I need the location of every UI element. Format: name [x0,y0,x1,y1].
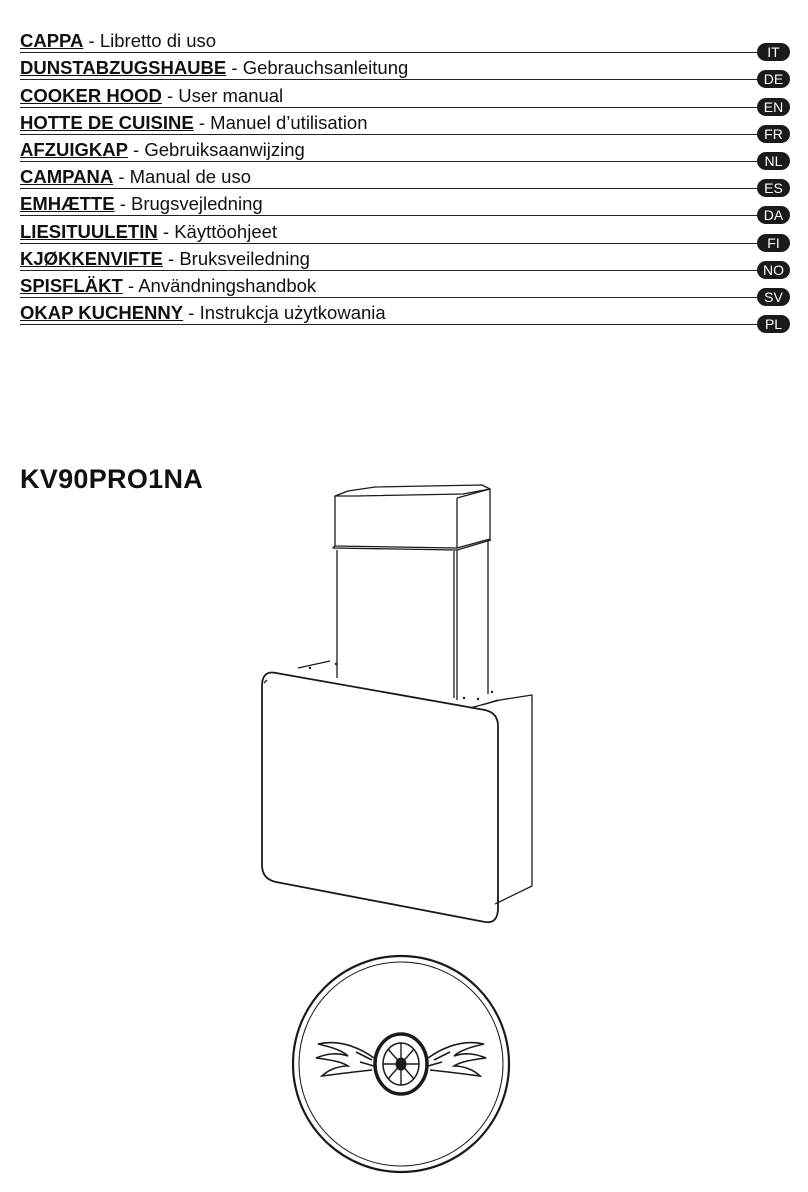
language-title: KJØKKENVIFTE [20,247,163,269]
language-title: AFZUIGKAP [20,138,128,160]
language-code-badge: NL [757,152,790,170]
hood-body [495,695,532,904]
language-subtitle: Brugsvejledning [131,193,263,215]
language-code-badge: DE [757,70,790,88]
language-title: OKAP KUCHENNY [20,302,184,324]
language-code-badge: FR [757,125,790,143]
language-subtitle: Bruksveiledning [179,247,310,269]
language-subtitle: Gebruiksaanwijzing [144,138,305,160]
chimney-upper-front [335,496,457,548]
language-list [20,26,790,333]
language-row-da [20,189,790,224]
bertazzoni-logo [276,948,526,1180]
language-title: EMHÆTTE [20,193,115,215]
language-subtitle: Libretto di uso [99,30,217,52]
separator: - [226,57,243,79]
language-entry [20,221,277,243]
model-number: KV90PRO1NA [20,464,204,494]
language-subtitle: Käyttöohjeet [174,220,278,242]
language-code-badge: SV [757,288,790,306]
chimney-top [335,485,490,496]
language-row-fr [20,108,790,142]
language-code-badge: NO [757,261,790,279]
language-title: DUNSTABZUGSHAUBE [20,57,227,79]
language-row-sv [20,271,790,305]
language-title: CAMPANA [20,166,114,188]
language-entry [20,166,251,188]
language-title: HOTTE DE CUISINE [20,111,194,133]
language-row-nl [20,135,790,169]
separator: - [162,247,180,269]
separator: - [193,111,211,133]
language-subtitle: Gebrauchsanleitung [242,57,409,79]
language-row-pl [20,298,790,333]
separator: - [122,274,139,296]
language-code-badge: IT [757,43,790,61]
language-row-no [20,244,790,278]
separator: - [113,166,130,188]
language-entry [20,57,408,79]
chimney-upper-side [457,489,490,548]
language-subtitle: Manuel d’utilisation [210,111,368,133]
language-row-it [20,26,790,61]
language-code-badge: FI [757,234,790,252]
separator: - [114,193,132,215]
language-entry [20,112,368,134]
language-entry [20,193,263,215]
language-entry [20,30,216,52]
language-entry [20,248,310,270]
language-row-es [20,162,790,197]
cooker-hood-illustration [250,468,550,938]
language-title: LIESITUULETIN [20,220,158,242]
language-code-badge: EN [757,98,790,116]
language-row-en [20,80,790,115]
language-title: COOKER HOOD [20,84,162,106]
language-subtitle: User manual [178,84,284,106]
language-row-fi [20,216,790,251]
chimney-lower-side [457,541,488,700]
language-code-badge: PL [757,315,790,333]
glass-panel [262,673,498,923]
language-title: CAPPA [20,30,84,52]
separator: - [83,30,100,52]
separator: - [157,220,175,242]
language-subtitle: Instrukcja użytkowania [199,302,386,324]
language-entry [20,302,386,324]
language-title: SPISFLÄKT [20,274,123,296]
language-entry [20,139,305,161]
language-code-badge: DA [757,206,790,224]
separator: - [127,138,145,160]
language-subtitle: Användningshandbok [138,274,317,296]
separator: - [183,302,200,324]
language-subtitle: Manual de uso [129,166,252,188]
separator: - [161,84,179,106]
language-code-badge: ES [757,179,790,197]
language-entry [20,85,283,107]
language-row-de [20,53,790,88]
language-entry [20,275,316,297]
